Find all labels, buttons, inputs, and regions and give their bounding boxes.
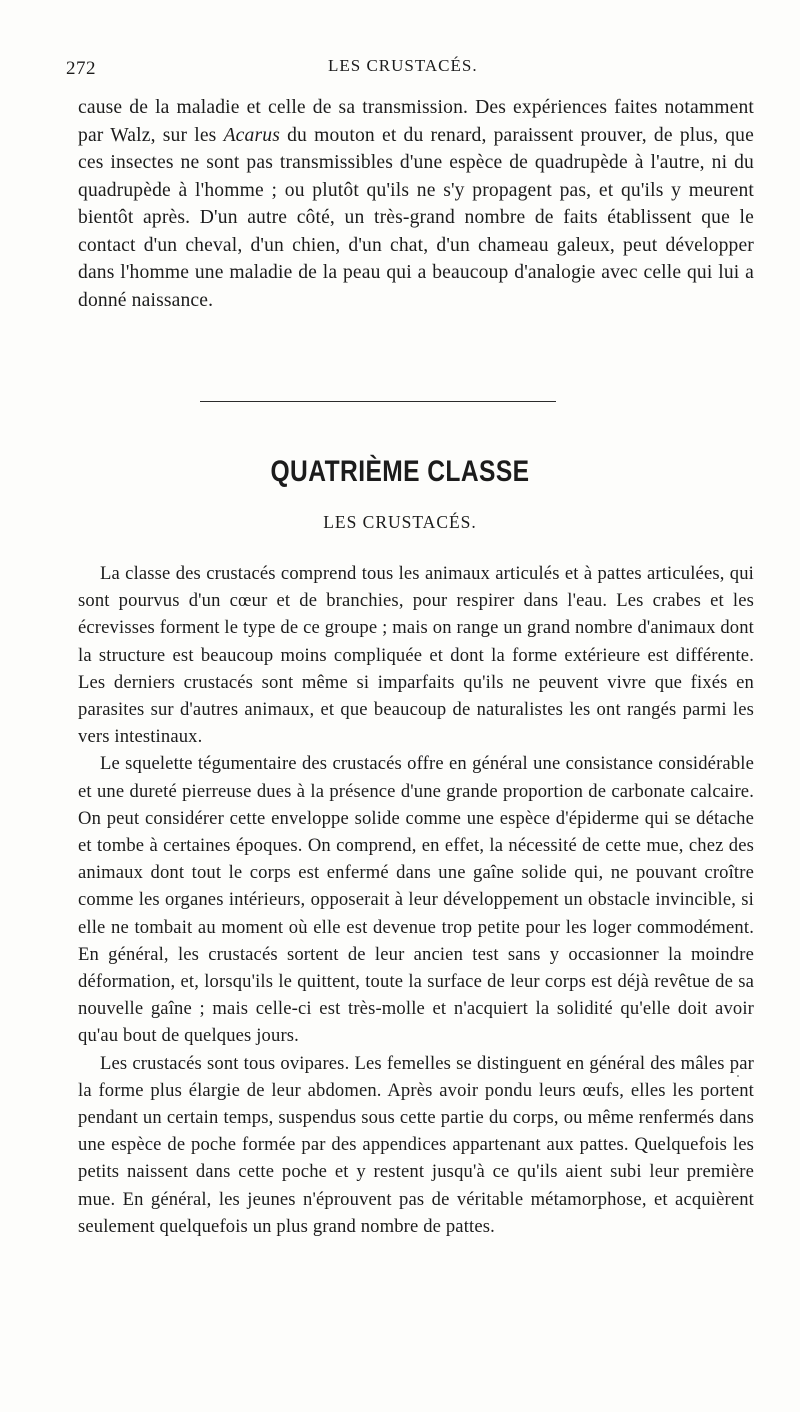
- section-subtitle: LES CRUSTACÉS.: [323, 512, 477, 532]
- running-head: [64, 54, 744, 80]
- page-number: 272: [66, 58, 96, 79]
- paragraph-classification: La classe des crustacés comprend tous les animaux articulés et à pattes articulées, qui sont pourvus d'un cœur et de branchies, pour respirer dans l'eau. Les crabes et les écrevisses forment le type de ce groupe ; mais on range un grand nombre d'animaux dont la structure est beaucoup moins compliquée et dont la forme extérieure est différente. Les derniers crustacés sont même si imparfaits qu'ils ne peuvent vivre que fixés en parasites sur d'autres animaux, et que beaucoup de naturalistes les ont rangés parmi les vers intestinaux.: [78, 563, 754, 748]
- intro-text-block: [78, 94, 754, 314]
- print-speck: [737, 1075, 739, 1077]
- genus-name-italic: Acarus: [223, 124, 280, 146]
- paragraph-skeleton-molting: Le squelette tégumentaire des crustacés offre en général une consistance considérable et une dureté pierreuse dues à la présence d'une grande proportion de carbonate calcaire. On peut considérer cette enveloppe solide comme une espèce d'épiderme qui se détache et tombe à certaines époques. On comprend, en effet, la nécessité de cette mue, chez des animaux dont tout le corps est enfermé dans une gaîne solide qui, ne pouvant croître comme les organes intérieurs, opposerait à leur développement un obstacle invincible, si elle ne tombait au moment où elle est devenue trop petite pour les loger commodément. En général, les crustacés sortent de leur ancien test sans y occasionner la moindre déformation, et, lorsqu'ils le quittent, toute la surface de leur corps est déjà revêtue de sa nouvelle gaîne ; mais celle-ci est très-molle et n'acquiert la solidité qu'elle doit avoir qu'au bout de quelques jours.: [78, 753, 754, 1047]
- section-divider-rule: [200, 401, 556, 402]
- paragraph-reproduction: Les crustacés sont tous ovipares. Les femelles se distinguent en général des mâles par la forme plus élargie de leur abdomen. Après avoir pondu leurs œufs, elles les portent pendant un certain temps, suspendus sous cette partie du corps, ou même renfermés dans une espèce de poche formée par des appendices appartenant aux pattes. Quelquefois les petits naissent dans cette poche et y restent jusqu'à ce qu'ils aient subi leur première mue. En général, les jeunes n'éprouvent pas de véritable métamorphose, et acquièrent seulement quelquefois un plus grand nombre de pattes.: [78, 1052, 754, 1237]
- body-text-block: [78, 560, 754, 1240]
- section-title: QUATRIÈME CLASSE: [270, 455, 530, 488]
- intro-paragraph: cause de la maladie et celle de sa transmission. Des expériences faites notamment par Walz, sur les Acarus du mouton et du renard, paraissent prouver, de plus, que ces insectes ne sont pas transmissibles d'une espèce de quadrupède à l'autre, ni du quadrupède à l'homme ; ou plutôt qu'ils ne s'y propagent pas, et qu'ils y meurent bientôt après. D'un autre côté, un très-grand nombre de faits établissent que le contact d'un cheval, d'un chien, d'un chat, d'un chameau galeux, peut développer dans l'homme une maladie de la peau qui a beaucoup d'analogie avec celle qui lui a donné naissance.: [78, 97, 754, 311]
- running-title: LES CRUSTACÉS.: [328, 56, 478, 75]
